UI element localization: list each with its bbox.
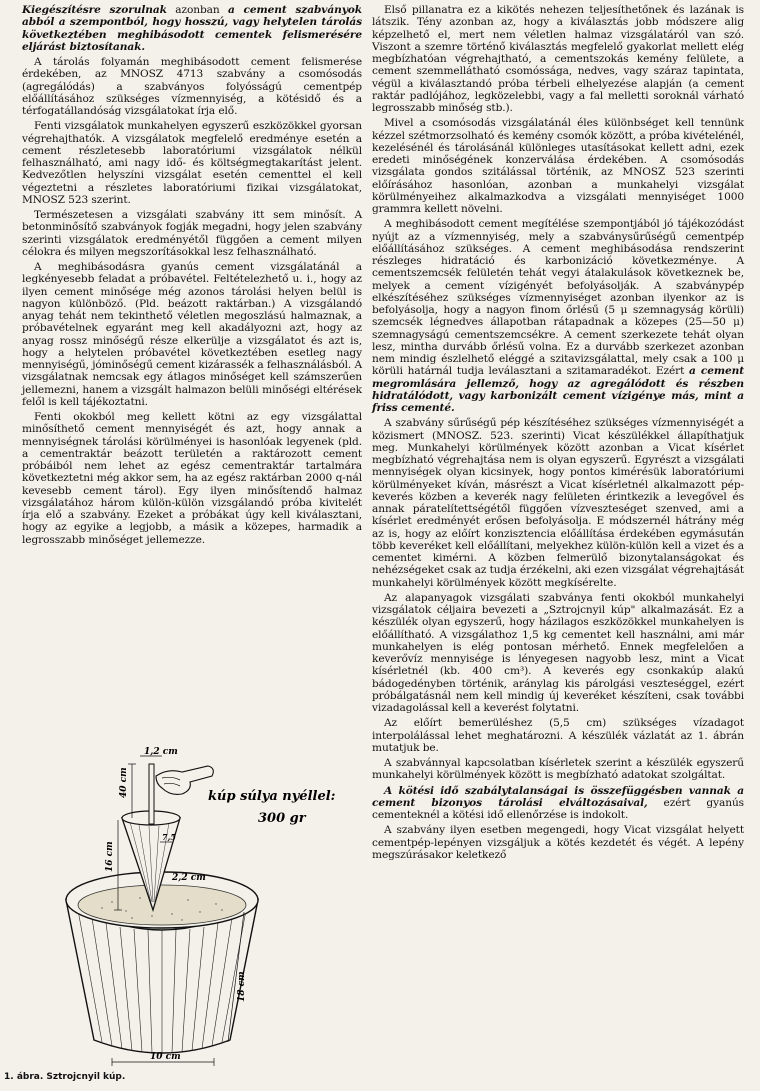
paragraph: Fenti vizsgálatok munkahelyen egyszerű eszközökkel gyorsan végrehajthatók. A vizsgálatok megfelelő eredménye esetén a cement részletesebb laboratóriumi vizsgálatok nélkül felhasználható, ami nagy idő- és költségmegtakarítást jelent. Kedvezőtlen helyszíni vizsgálat esetén cementtel el kell végeztetni a részletes laboratóriumi fizikai vizsgálatokat, MNOSZ 523 szerint. bbox=[22, 120, 362, 206]
paragraph: A szabvánnyal kapcsolatban kísérletek szerint a készülék egyszerű munkahelyi körülmények között is megbízható adatokat szolgáltat. bbox=[372, 757, 744, 782]
paragraph: Az alapanyagok vizsgálati szabványa fenti okokból munkahelyi vizsgálatok céljaira bevezeti a „Sztrojcnyil kúp" alkalmazását. Ez a készülék olyan egyszerű, hogy házilagos eszközökkel munkahelyen is előállítható. A vizsgálathoz 1,5 kg cementet kell használni, ami már munkahelyen is elég pontosan mérhető. Ennek megfelelően a keverővíz mennyisége is lényegesen nagyobb lesz, mint a Vicat kísérletnél (kb. 400 cm³). A keverés egy csonkakúp alakú bádogedényben történik, aránylag kis párolgási veszteséggel, ezért próbálgatásnál nem kell mindig új keveréket készíteni, csak további vizadagolással kell a keverést folytatni. bbox=[372, 591, 744, 714]
emphasis-text: a cement szabványok abból a szempontból, hogy hosszú, vagy helytelen tárolás következtében meghibásodott cementek felismerésére eljárást biztosítanak. bbox=[22, 4, 362, 53]
label-cone-weight: kúp súlya nyéllel: bbox=[208, 789, 336, 804]
dim-vessel-height: 18 cm bbox=[237, 971, 247, 1002]
figure-caption: 1. ábra. Sztrojcnyil kúp. bbox=[4, 1072, 126, 1082]
figure-sztrojcnyil-cone bbox=[22, 747, 362, 1070]
body-text: ezért gyanús cementeknél a kötési idő ellenőrzése is indokolt. bbox=[372, 796, 744, 821]
emphasis-text: Kiegészítésre szorulnak bbox=[22, 4, 167, 16]
dim-cone-height: 16 cm bbox=[105, 841, 115, 872]
cone-illustration bbox=[22, 747, 362, 1070]
paragraph: A tárolás folyamán meghibásodott cement felismerése érdekében, az MNOSZ 4713 szabvány a csomósodás (agregálódás) a szabványos folyósságú cementpép előállításához szükséges vízmennyiség, a kötésidő és a térfogatállandóság vizsgálatokat írja elő. bbox=[22, 56, 362, 117]
body-text: A meghibásodott cement megítélése szempontjából jó tájékozódást nyújt az a vízmennyiség, mely a szabványsűrűségű cementpép előállításához szükséges. A cement meghibásodása rendszerint részleges hidratáció és karbonizáció következménye. A cementszemcsék felületén tehát vegyi átalakulások következnek be, melyek a cement vízigényét befolyásolják. A szabványpép elkészítéséhez szükséges vízmennyiséget azonban ilyenkor az is befolyásolja, hogy a nagyon finom őrlésű (5 μ szemnagyság körüli) szemcsék légnedves állapotban rátapadnak a közepes (25—50 μ) szemnagyságú cementszemcsékre. A cement szerkezete tehát olyan lesz, mintha durvább őrlésű volna. Ez a durvább szerkezet azonban nem mindig észlelhető eléggé a szitavizsgálattal, mely csak a 100 μ körüli határnál tudja leválasztani a szitamaradékot. Ezért bbox=[372, 218, 744, 378]
right-column bbox=[372, 4, 744, 864]
paragraph bbox=[372, 218, 744, 414]
paragraph bbox=[22, 4, 362, 53]
emphasis-text: A kötési idő szabálytalanságai is összefüggésben vannak a cement bizonyos tárolási elváltozásaival, bbox=[372, 784, 744, 809]
paragraph: Mivel a csomósodás vizsgálatánál éles különbséget kell tennünk kézzel szétmorzsolható és kemény csomók között, a próba kivételénél, kezelésénél és tárolásánál különleges utasításokat kellett adni, ezek eredeti minőségének konzerválása érdekében. A csomósodás vizsgálata gondos szitálással történik, az MNOSZ 523 szerinti előírásához hasonlóan, azonban a munkahelyi vizsgálat körülményeihez alkalmazkodva a vizsgálati mennyiséget 1000 grammra kellett növelni. bbox=[372, 117, 744, 215]
label-cone-weight-value: 300 gr bbox=[258, 811, 306, 826]
body-text: azonban bbox=[166, 4, 229, 16]
paragraph: Első pillanatra ez a kikötés nehezen teljesíthetőnek és lazának is látszik. Tény azonban az, hogy a kiválasztás jobb módszere alig képzelhető el, mert nem véletlen halmaz vizsgálatáról van szó. Viszont a szemre történő kiválasztás megfelelő gyakorlat mellett elég megbízhatóan végrehajtható, a cementszokás kemény felülete, a cement szemmellátható csomóssága, nedves, vagy száraz tapintata, végül a kiválasztandó próba térbeli elhelyezése alapján (a cement raktár padlójához, legközelebbi, vagy a fal melletti soroknál várható legrosszabb minőség stb.). bbox=[372, 4, 744, 114]
paragraph: Fenti okokból meg kellett kötni az egy vizsgálattal minősíthető cement mennyiségét és azt, hogy annak a mennyiségnek tárolási körülményei is hasonlóak legyenek (pld. a cementraktár beázott területén a raktározott cement próbáiból nem lehet az egész cementraktár tartalmára következtetni még akkor sem, ha az egész raktárban 2000 q-nál kevesebb cement tárol). Egy ilyen minősítendő halmaz vizsgálatához három külön-külön vizsgálandó próba kivitelét írja elő a szabvány. Ezeket a próbákat úgy kell kiválasztani, hogy az egyike a legjobb, a másik a közepes, harmadik a legrosszabb minőséget jellemezze. bbox=[22, 411, 362, 546]
dim-top-width: 1,2 cm bbox=[144, 747, 178, 757]
dim-handle: 40 cm bbox=[119, 767, 129, 798]
paragraph: Az előírt bemerüléshez (5,5 cm) szükséges vízadagot interpolálással lehet meghatározni. A készülék vázlatát az 1. ábrán mutatjuk be. bbox=[372, 717, 744, 754]
dim-bottom: 10 cm bbox=[150, 1052, 181, 1062]
paragraph: A szabvány ilyen esetben megengedi, hogy Vicat vizsgálat helyett cementpép-lepényen vizsgáljuk a kötés kezdetét és végét. A lepény megszúrásakor keletkező bbox=[372, 824, 744, 861]
cone-handle bbox=[149, 764, 154, 824]
paragraph: A szabvány sűrűségű pép készítéséhez szükséges vízmennyiségét a közismert (MNOSZ. 523. szerinti) Vicat készülékkel állapíthatjuk meg. Munkahelyi körülmények között azonban a Vicat kísérlet megbízható végrehajtása nem is olyan egyszerű. Egyrészt a vizsgálati mennyiségek olyan kicsinyek, hogy pontos kimérésük laboratóriumi körülményeket kíván, másrészt a Vicat kísérletnél alkalmazott pép-keverés közben a keverék nagy felületen érintkezik a levegővel és annak páratelítettségétől függően vízveszteséget szenved, ami a kísérlet eredményét erősen befolyásolja. E módszernél hátrány még az is, hogy az előírt konzisztencia előállítása érdekében egymásután több keveréket kell előállítani, melyekhez külön-külön kell a vizet és a cementet kimérni. A közben felmerülő bizonytalanságokat és nehézségeket csak az tudja érzékelni, aki ezen vizsgálat végrehajtását munkahelyi körülmények között megkísérelte. bbox=[372, 417, 744, 589]
hand-drawing bbox=[156, 766, 213, 794]
dim-cone-width: 2,2 cm bbox=[172, 873, 206, 883]
left-column bbox=[22, 4, 362, 549]
paragraph bbox=[372, 785, 744, 822]
paragraph: Természetesen a vizsgálati szabvány itt sem minősít. A betonminősítő szabványok fogják megadni, hogy jelen szabvány szerinti vizsgálatok eredményétől függően a cement milyen célokra és milyen megszorításokkal lesz felhasználható. bbox=[22, 209, 362, 258]
dim-mark: 7,5 bbox=[162, 832, 176, 842]
cement-paste-surface bbox=[78, 885, 246, 925]
emphasis-text: a cement megromlására jellemző, hogy az agregálódott és részben hidratálódott, vagy karbonizált cement vízigénye más, mint a friss cementé. bbox=[372, 365, 744, 414]
paragraph: A meghibásodásra gyanús cement vizsgálatánál a legkényesebb feladat a próbavétel. Feltételezhető u. i., hogy az ilyen cement minősége még azonos tárolási helyen belül is nagyon különböző. (Pld. beázott raktárban.) A vizsgálandó anyag tehát nem tekinthető véletlen megoszlású halmaznak, a próbavételnek egyaránt meg kell akadályozni azt, hogy az anyag rossz minőségű része elkerülje a vizsgálatot és azt is, hogy a helytelen próbavétel következtében esetleg nagy mennyiségű, jóminőségű cement kizárassék a felhasználásból. A vizsgálatnak nemcsak egy átlagos minőséget kell számszerűen jellemezni, hanem a vizsgált halmazon belüli minőségi eltérések felől is kell tájékoztatni. bbox=[22, 261, 362, 408]
